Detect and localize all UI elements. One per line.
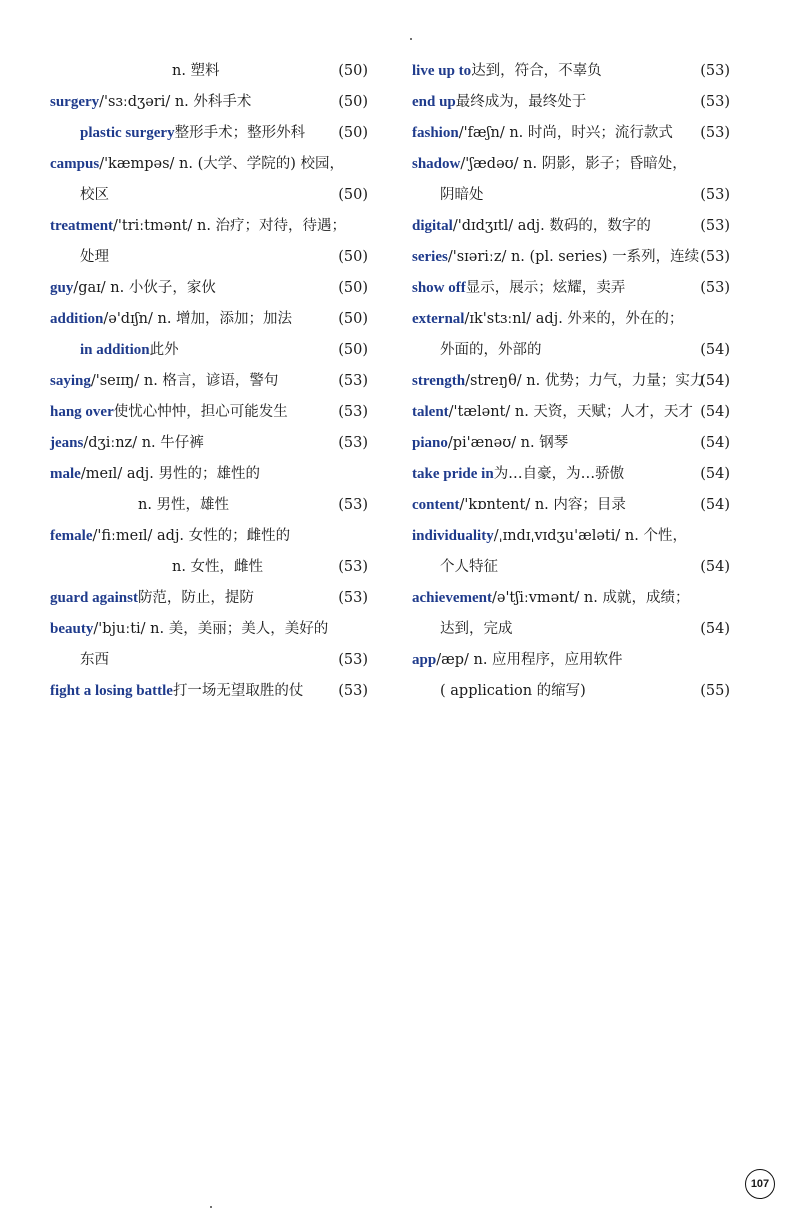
left-entry-line	[50, 87, 368, 118]
right-entry-line	[412, 56, 730, 87]
page-reference: (50)	[338, 342, 368, 358]
entry-text	[80, 118, 305, 149]
page-reference: (53)	[700, 249, 730, 265]
page-reference: (53)	[338, 404, 368, 420]
headword: in addition	[80, 342, 150, 358]
entry-text	[50, 583, 254, 614]
definition: /'sɪəriːz/ n. (pl. series) 一系列，连续	[447, 249, 700, 265]
left-entry-line	[50, 552, 368, 583]
headword: surgery	[50, 94, 100, 110]
entry-text	[412, 397, 693, 428]
definition: 此外	[149, 342, 179, 358]
definition: 阴暗处	[440, 187, 484, 203]
page-reference: (53)	[338, 683, 368, 699]
entry-text	[50, 428, 204, 459]
headword: addition	[50, 311, 104, 327]
left-entry-line	[50, 490, 368, 521]
headword: series	[412, 249, 448, 265]
headword: take pride in	[412, 466, 494, 482]
page-reference: (53)	[338, 590, 368, 606]
left-entry-line	[50, 149, 368, 180]
headword: guard against	[50, 590, 138, 606]
definition: 打一场无望取胜的仗	[172, 683, 304, 699]
entry-text	[412, 87, 586, 118]
left-entry-line	[50, 118, 368, 149]
left-entry-line	[50, 211, 368, 242]
headword: jeans	[50, 435, 84, 451]
definition: 外面的，外部的	[440, 342, 542, 358]
page-reference: (53)	[338, 652, 368, 668]
left-entry-line	[50, 583, 368, 614]
left-entry-line	[50, 428, 368, 459]
entry-text	[50, 459, 260, 490]
speck-mark	[410, 38, 412, 40]
entry-text	[412, 490, 626, 521]
entry-text	[412, 118, 673, 149]
left-entry-line	[50, 521, 368, 552]
definition: 个人特征	[440, 559, 498, 575]
right-entry-line	[412, 490, 730, 521]
definition: /'tælənt/ n. 天资，天赋；人才，天才	[448, 404, 693, 420]
page-reference: (53)	[700, 94, 730, 110]
definition: n. 男性，雄性	[138, 497, 230, 513]
right-entry-line	[412, 242, 730, 273]
page-reference: (55)	[700, 683, 730, 699]
definition: n. 女性，雌性	[172, 559, 264, 575]
definition: /gaɪ/ n. 小伙子，家伙	[73, 280, 216, 296]
entry-text	[412, 273, 625, 304]
page-reference: (53)	[700, 125, 730, 141]
headword: piano	[412, 435, 448, 451]
entry-text	[412, 366, 704, 397]
right-entry-line	[412, 273, 730, 304]
left-entry-line	[50, 645, 368, 676]
page-reference: (53)	[338, 435, 368, 451]
right-entry-line	[412, 645, 730, 676]
page-reference: (54)	[700, 342, 730, 358]
left-column	[50, 56, 368, 707]
definition: 使忧心忡忡，担心可能发生	[113, 404, 288, 420]
entry-text	[50, 87, 251, 118]
definition: /'fiːmeɪl/ adj. 女性的；雌性的	[92, 528, 291, 544]
page-reference: (50)	[338, 249, 368, 265]
entry-text	[440, 335, 542, 366]
headword: hang over	[50, 404, 114, 420]
left-entry-line	[50, 56, 368, 87]
page-reference: (53)	[700, 187, 730, 203]
left-entry-line	[50, 273, 368, 304]
entry-text	[412, 56, 602, 87]
entry-text	[50, 614, 328, 645]
page-reference: (53)	[700, 63, 730, 79]
definition: 达到，完成	[440, 621, 513, 637]
headword: fashion	[412, 125, 459, 141]
page-reference: (54)	[700, 435, 730, 451]
right-entry-line	[412, 428, 730, 459]
left-entry-line	[50, 180, 368, 211]
definition: /'kɒntent/ n. 内容；目录	[459, 497, 626, 513]
headword: end up	[412, 94, 456, 110]
definition: /pi'ænəʊ/ n. 钢琴	[447, 435, 569, 451]
entry-text	[50, 366, 278, 397]
headword: achievement	[412, 590, 492, 606]
left-entry-line	[50, 366, 368, 397]
speck-mark	[210, 1206, 212, 1208]
entry-text	[50, 211, 346, 242]
page-reference: (53)	[338, 373, 368, 389]
entry-text	[172, 56, 220, 87]
entry-text	[50, 521, 290, 552]
right-entry-line	[412, 180, 730, 211]
headword: guy	[50, 280, 74, 296]
headword: app	[412, 652, 437, 668]
right-entry-line	[412, 118, 730, 149]
headword: external	[412, 311, 465, 327]
headword: male	[50, 466, 81, 482]
definition: 显示，展示；炫耀，卖弄	[465, 280, 626, 296]
definition: 达到，符合，不辜负	[471, 63, 602, 79]
headword: female	[50, 528, 93, 544]
entry-text	[440, 180, 484, 211]
entry-text	[50, 149, 344, 180]
right-entry-line	[412, 366, 730, 397]
definition: /ə'tʃiːvmənt/ n. 成就，成绩；	[491, 590, 690, 606]
right-entry-line	[412, 583, 730, 614]
entry-text	[440, 676, 586, 707]
definition: /streŋθ/ n. 优势；力气，力量；实力	[465, 373, 705, 389]
definition: /dʒiːnz/ n. 牛仔裤	[83, 435, 204, 451]
page-reference: (53)	[338, 497, 368, 513]
page-reference: (50)	[338, 187, 368, 203]
page-reference: (50)	[338, 63, 368, 79]
headword: strength	[412, 373, 466, 389]
page-reference: (54)	[700, 404, 730, 420]
entry-text	[412, 149, 687, 180]
entry-text	[412, 645, 623, 676]
left-entry-line	[50, 459, 368, 490]
left-entry-line	[50, 335, 368, 366]
definition: 东西	[80, 652, 109, 668]
entry-text	[80, 645, 109, 676]
definition: 最终成为，最终处于	[455, 94, 587, 110]
definition: /ˌɪndɪˌvɪdʒu'æləti/ n. 个性，	[493, 528, 687, 544]
entry-text	[50, 273, 216, 304]
definition: 校区	[80, 187, 109, 203]
definition: /'sɜːdʒəri/ n. 外科手术	[99, 94, 252, 110]
definition: /'seɪɪŋ/ n. 格言，谚语，警句	[90, 373, 279, 389]
right-entry-line	[412, 335, 730, 366]
entry-text	[412, 521, 687, 552]
right-entry-line	[412, 459, 730, 490]
entry-text	[412, 304, 683, 335]
entry-text	[50, 397, 288, 428]
headword: plastic surgery	[80, 125, 175, 141]
page-reference: (50)	[338, 280, 368, 296]
definition: 整形手术；整形外科	[174, 125, 306, 141]
headword: digital	[412, 218, 453, 234]
definition: /'ʃædəʊ/ n. 阴影，影子；昏暗处，	[460, 156, 687, 172]
definition: 处理	[80, 249, 109, 265]
headword: show off	[412, 280, 466, 296]
entry-text	[80, 180, 109, 211]
entry-text	[50, 304, 292, 335]
right-entry-line	[412, 87, 730, 118]
entry-text	[412, 583, 689, 614]
left-entry-line	[50, 397, 368, 428]
definition: /ɪk'stɜːnl/ adj. 外来的，外在的；	[464, 311, 684, 327]
entry-text	[412, 459, 624, 490]
definition: /æp/ n. 应用程序，应用软件	[436, 652, 623, 668]
right-entry-line	[412, 676, 730, 707]
definition: /'dɪdʒɪtl/ adj. 数码的，数字的	[452, 218, 651, 234]
page-reference: (54)	[700, 497, 730, 513]
left-entry-line	[50, 614, 368, 645]
entry-text	[80, 335, 179, 366]
page-reference: (50)	[338, 94, 368, 110]
entry-text	[138, 490, 229, 521]
headword: content	[412, 497, 460, 513]
entry-text	[172, 552, 263, 583]
headword: fight a losing battle	[50, 683, 173, 699]
page-reference: (54)	[700, 621, 730, 637]
right-entry-line	[412, 149, 730, 180]
right-entry-line	[412, 304, 730, 335]
definition: 为…自豪，为…骄傲	[493, 466, 625, 482]
right-column	[412, 56, 730, 707]
entry-text	[412, 211, 651, 242]
entry-text	[412, 242, 699, 273]
right-entry-line	[412, 211, 730, 242]
page-reference: (53)	[338, 559, 368, 575]
page-reference: (53)	[700, 218, 730, 234]
headword: treatment	[50, 218, 114, 234]
definition: 防范，防止，提防	[137, 590, 254, 606]
left-entry-line	[50, 676, 368, 707]
entry-text	[440, 552, 498, 583]
definition: ( application 的缩写)	[440, 683, 586, 699]
definition: /ə'dɪʃn/ n. 增加，添加；加法	[103, 311, 293, 327]
page-reference: (50)	[338, 125, 368, 141]
headword: individuality	[412, 528, 494, 544]
left-entry-line	[50, 242, 368, 273]
definition: n. 塑料	[172, 63, 220, 79]
page-reference: (53)	[700, 280, 730, 296]
page-reference: (50)	[338, 311, 368, 327]
definition: /meɪl/ adj. 男性的；雄性的	[80, 466, 260, 482]
definition: /'bjuːti/ n. 美，美丽；美人，美好的	[93, 621, 329, 637]
definition: /'fæʃn/ n. 时尚，时兴；流行款式	[458, 125, 673, 141]
page-number: 107	[745, 1169, 775, 1199]
page-reference: (54)	[700, 466, 730, 482]
entry-text	[80, 242, 109, 273]
left-entry-line	[50, 304, 368, 335]
page-reference: (54)	[700, 373, 730, 389]
page-reference: (54)	[700, 559, 730, 575]
right-entry-line	[412, 397, 730, 428]
headword: beauty	[50, 621, 94, 637]
entry-text	[412, 428, 568, 459]
right-entry-line	[412, 521, 730, 552]
definition: /'triːtmənt/ n. 治疗；对待，待遇；	[113, 218, 347, 234]
headword: shadow	[412, 156, 461, 172]
headword: campus	[50, 156, 100, 172]
right-entry-line	[412, 614, 730, 645]
headword: live up to	[412, 63, 472, 79]
headword: saying	[50, 373, 91, 389]
definition: /'kæmpəs/ n. (大学、学院的) 校园，	[99, 156, 345, 172]
right-entry-line	[412, 552, 730, 583]
entry-text	[440, 614, 513, 645]
headword: talent	[412, 404, 449, 420]
entry-text	[50, 676, 303, 707]
